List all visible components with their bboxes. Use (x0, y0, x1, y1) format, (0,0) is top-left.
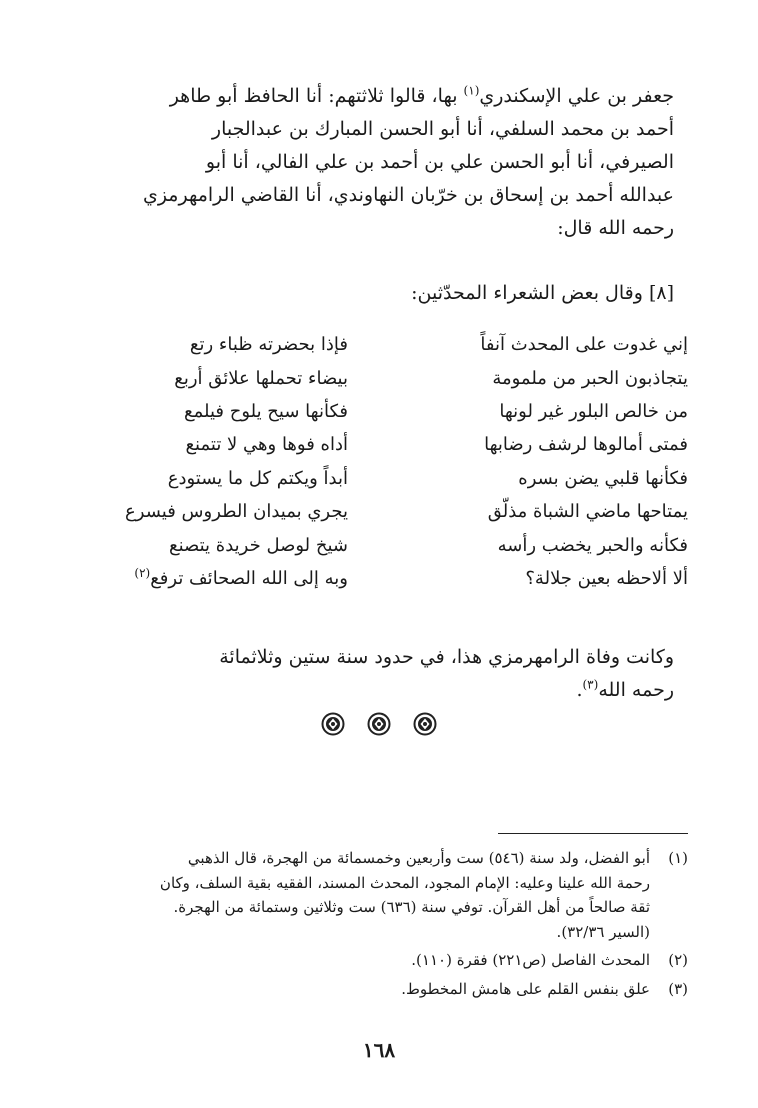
footnote-line: أبو الفضل، ولد سنة (٥٤٦) ست وأربعين وخمسمائة من الهجرة، قال الذهبي (187, 849, 650, 867)
verse (58, 562, 688, 595)
footnote-3 (58, 977, 688, 1002)
ornament-icon (321, 712, 345, 736)
footnote-ref-2: (٢) (134, 565, 151, 580)
ornament-icon (413, 712, 437, 736)
footnote-body (58, 846, 650, 944)
second-hemistich: أداه فوها وهي لا تتمنع (185, 434, 348, 456)
footnote-number: (١) (668, 849, 688, 867)
verse (58, 395, 688, 428)
intro-line-3: الصيرفي، أنا أبو الحسن علي بن أحمد بن علي الفالي، أنا أبو (205, 151, 674, 173)
footnote-body (58, 948, 650, 973)
footnote-ref-3: (٣) (582, 677, 599, 692)
intro-line-2: أحمد بن محمد السلفي، أنا أبو الحسن المبارك بن عبدالجبار (211, 118, 674, 140)
first-hemistich: فكأنه والحبر يخضب رأسه (497, 534, 688, 556)
first-hemistich: يمتاحها ماضي الشباة مذلّق (487, 501, 688, 523)
ornament-icon (367, 712, 391, 736)
footnote-number: (٣) (668, 979, 688, 998)
ornament-divider (0, 712, 758, 736)
section-heading: [٨] وقال بعض الشعراء المحدّثين: (411, 282, 674, 304)
poem (58, 328, 688, 595)
verse (58, 528, 688, 561)
closing-paragraph (68, 641, 674, 707)
closing-line-1: وكانت وفاة الرامهرمزي هذا، في حدود سنة ستين وثلاثمائة (219, 646, 674, 668)
footnote-ref-1: (١) (463, 83, 480, 98)
second-hemistich: بيضاء تحملها علائق أربع (174, 367, 348, 389)
footnote-body (58, 977, 650, 1002)
verse (58, 361, 688, 394)
footnote-line: ثقة صالحاً من أهل القرآن. توفي سنة (٦٣٦) ست وثلاثين وستمائة من الهجرة. (173, 898, 650, 916)
verse (58, 462, 688, 495)
footnote-line: رحمة الله علينا وعليه: الإمام المجود، المحدث المسند، الفقيه بقية السلف، وكان (159, 873, 650, 892)
verse (58, 495, 688, 528)
intro-line-1 (68, 80, 674, 113)
footnote-number: (٢) (668, 951, 688, 969)
second-hemistich: شيخ لوصل خريدة يتصنع (168, 534, 348, 556)
first-hemistich: ألا ألاحظه بعين جلالة؟ (525, 567, 688, 589)
footnote-line: (السير ٣٢/٣٦). (556, 922, 650, 941)
second-hemistich-text: وبه إلى الله الصحائف ترفع (150, 567, 348, 589)
intro-paragraph (68, 80, 674, 245)
first-hemistich: من خالص البلور غير لونها (499, 400, 688, 422)
second-hemistich: فكأنها سيح يلوح فيلمع (184, 400, 348, 422)
second-hemistich: فإذا بحضرته ظباء رتع (189, 334, 348, 356)
footnote-separator (498, 833, 688, 834)
intro-line-1-text-a: جعفر بن علي الإسكندري (479, 85, 674, 107)
second-hemistich: أبداً ويكتم كل ما يستودع (167, 467, 348, 489)
second-hemistich: يجري بميدان الطروس فيسرع (125, 501, 348, 523)
closing-line-2 (68, 674, 674, 707)
first-hemistich: فكأنها قلبي يضن بسره (518, 467, 688, 489)
first-hemistich: إني غدوت على المحدث آنفاً (480, 334, 688, 356)
footnote-1 (58, 846, 688, 944)
footnote-2 (58, 948, 688, 973)
footnote-line: المحدث الفاصل (ص٢٢١) فقرة (١١٠). (411, 951, 650, 969)
verse (58, 428, 688, 461)
first-hemistich: يتجاذبون الحبر من ملمومة (492, 367, 688, 389)
closing-line-2-text: رحمه الله (598, 679, 674, 701)
first-hemistich: فمتى أمالوها لرشف رضابها (484, 434, 688, 456)
intro-line-1-text-b: بها، قالوا ثلاثتهم: أنا الحافظ أبو طاهر (169, 85, 464, 107)
footnote-line: علق بنفس القلم على هامش المخطوط. (401, 979, 650, 998)
footnotes (58, 846, 688, 1001)
verse (58, 328, 688, 361)
page-number: ١٦٨ (362, 1038, 396, 1062)
intro-line-4: عبدالله أحمد بن إسحاق بن خرّبان النهاوندي، أنا القاضي الرامهرمزي (142, 184, 674, 206)
closing-line-2-period: . (576, 679, 583, 701)
intro-line-5: رحمه الله قال: (557, 217, 674, 239)
second-hemistich (58, 565, 348, 589)
